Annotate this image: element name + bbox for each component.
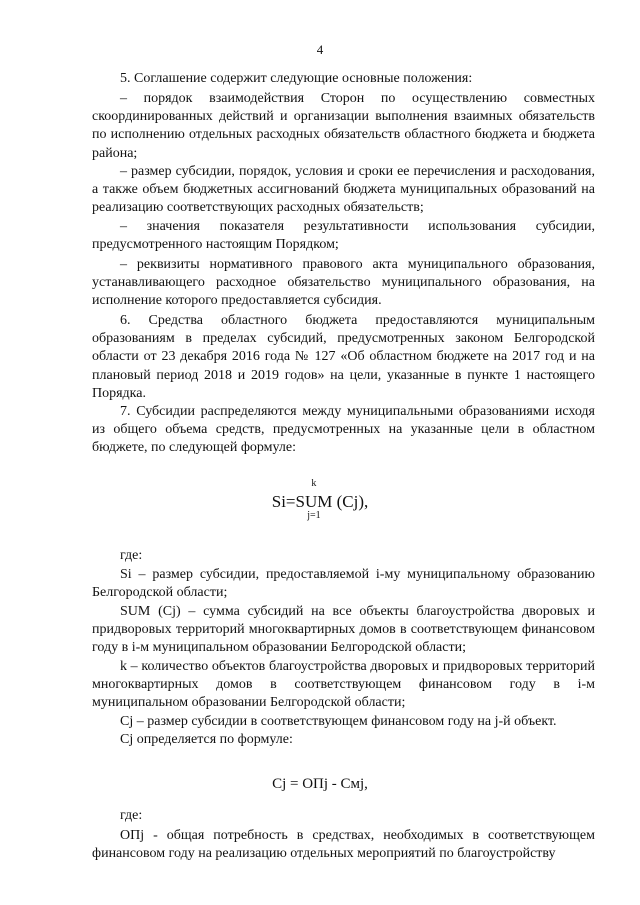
sum-lower-limit: j=1 bbox=[307, 510, 321, 521]
paragraph-6: 6. Средства областного бюджета предоставляются муниципальным образованиям в пределах субсидий, предусмотренных законом Белгородской области от 23 декабря 2016 года № 127 «Об областном бюджете на 2017 год и на плановый период 2018 и 2019 годов» на цели, указанные в пункте 1 настоящего Порядка. bbox=[92, 313, 595, 401]
sum-upper-limit: k bbox=[311, 478, 317, 489]
definition-k: k – количество объектов благоустройства дворовых и придворовых территорий многоквартирных домов в соответствующем финансовом году в i-м муниципальном образовании Белгородской области; bbox=[92, 659, 595, 711]
definition-sum: SUM (Cj) – сумма субсидий на все объекты благоустройства дворовых и придворовых территорий многоквартирных домов в соответствующем финансовом году в i-м муниципальном образовании Белгородской области; bbox=[92, 604, 595, 656]
paragraph-5-item-2: – размер субсидии, порядок, условия и сроки ее перечисления и расходования, а также объем бюджетных ассигнований бюджета муниципальных образований на реализацию соответствующих расходных обязательств; bbox=[92, 164, 595, 216]
page-number: 4 bbox=[316, 42, 324, 57]
paragraph-5-item-4: – реквизиты нормативного правового акта муниципального образования, устанавливающего расходное обязательство муниципального образования, на исполнение которого предоставляется субсидия. bbox=[92, 257, 595, 309]
formula-left: Si= bbox=[271, 492, 296, 511]
sum-symbol: SUM bbox=[295, 492, 333, 511]
where-label-1: где: bbox=[120, 548, 143, 563]
cj-formula: Cj = ОПj - Cмj, bbox=[272, 776, 368, 792]
where-label-2: где: bbox=[120, 808, 143, 823]
paragraph-5-item-3: – значения показателя результативности использования субсидии, предусмотренного настоящим Порядком; bbox=[92, 219, 595, 253]
paragraph-7: 7. Субсидии распределяются между муниципальными образованиями исходя из общего объема средств, предусмотренных на указанные цели в областном бюджете, по следующей формуле: bbox=[92, 404, 595, 456]
paragraph-5: 5. Соглашение содержит следующие основные положения: bbox=[120, 71, 473, 86]
definition-cj: Cj – размер субсидии в соответствующем финансовом году на j-й объект. bbox=[120, 714, 557, 729]
paragraph-5-item-1: – порядок взаимодействия Сторон по осуществлению совместных скоординированных действий и организации выполнения взаимных обязательств по исполнению отдельных расходных обязательств областного бюджета и бюджета района; bbox=[92, 91, 595, 161]
subsidy-formula bbox=[0, 478, 640, 521]
definition-si: Si – размер субсидии, предоставляемой i-му муниципальному образованию Белгородской области; bbox=[92, 567, 595, 601]
definition-cj-formula-intro: Cj определяется по формуле: bbox=[120, 732, 293, 747]
definition-opj: ОПj - общая потребность в средствах, необходимых в соответствующем финансовом году на реализацию отдельных мероприятий по благоустройству bbox=[92, 828, 595, 862]
sum-operator bbox=[295, 478, 333, 521]
formula-right: (Cj), bbox=[332, 492, 369, 511]
